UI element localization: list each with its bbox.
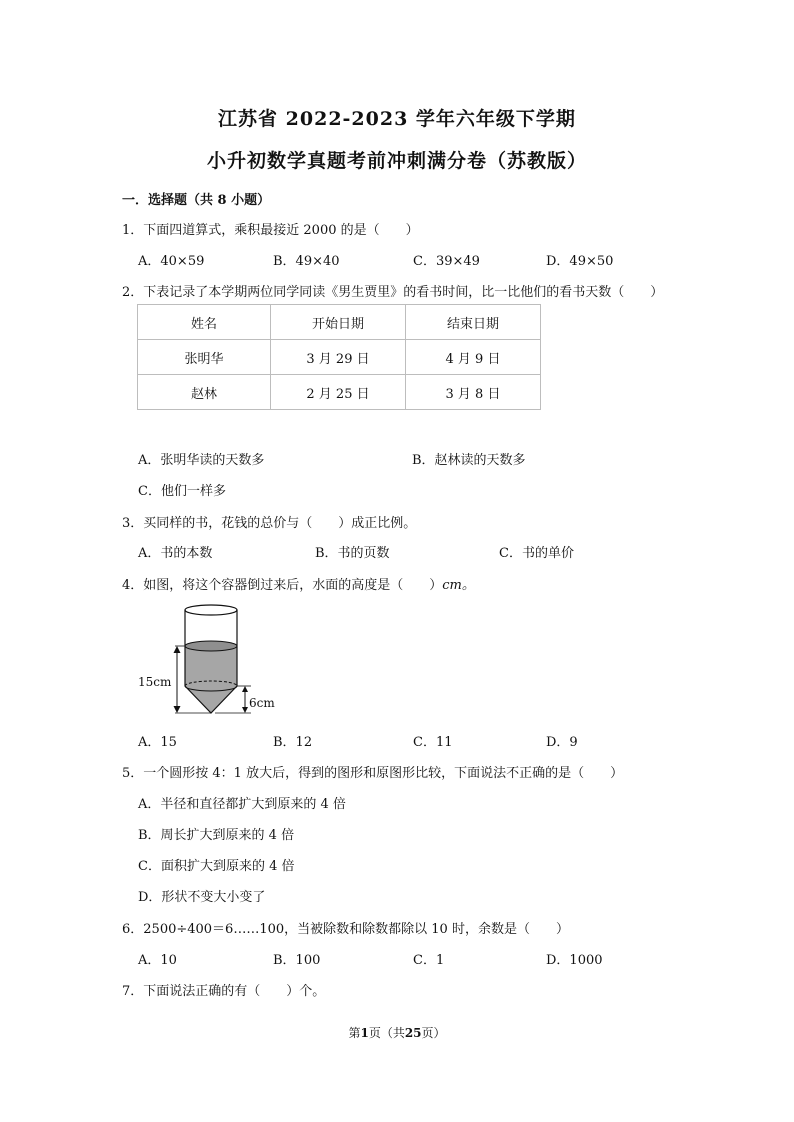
- q6-option-d: D．1000: [546, 953, 603, 968]
- page-footer: [0, 1024, 794, 1041]
- question-3: 3．买同样的书，花钱的总价与（ ）成正比例。: [122, 516, 417, 531]
- q2-option-c: C．他们一样多: [138, 484, 226, 499]
- table-header-cell: 结束日期: [406, 305, 541, 340]
- q3-option-b: B．书的页数: [315, 546, 390, 561]
- q4-option-a: A．15: [138, 735, 177, 750]
- table-header-cell: 姓名: [138, 305, 271, 340]
- question-1: 1．下面四道算式，乘积最接近 2000 的是（ ）: [122, 223, 419, 238]
- question-2: 2．下表记录了本学期两位同学同读《男生贾里》的看书时间，比一比他们的看书天数（ ）: [122, 285, 664, 300]
- q5-option-d: D．形状不变大小变了: [138, 890, 266, 905]
- footer-prefix: 第: [348, 1026, 361, 1040]
- table-cell: 2 月 25 日: [271, 375, 406, 410]
- table-cell: 3 月 8 日: [406, 375, 541, 410]
- table-cell: 3 月 29 日: [271, 340, 406, 375]
- table-row: [138, 340, 541, 375]
- table-cell: 张明华: [138, 340, 271, 375]
- section-heading: 一．选择题（共 8 小题）: [122, 193, 271, 208]
- reading-table: [137, 304, 541, 410]
- cylinder-top: [185, 605, 237, 615]
- table-cell: 4 月 9 日: [406, 340, 541, 375]
- q1-option-c: C．39×49: [413, 254, 480, 269]
- q6-option-a: A．10: [138, 953, 177, 968]
- q5-option-b: B．周长扩大到原来的 4 倍: [138, 828, 295, 843]
- footer-suffix: 页）: [421, 1026, 446, 1040]
- table-header-cell: 开始日期: [271, 305, 406, 340]
- q2-option-b: B．赵林读的天数多: [412, 453, 526, 468]
- q4-option-d: D．9: [546, 735, 578, 750]
- question-5: 5．一个圆形按 4：1 放大后，得到的图形和原图形比较，下面说法不正确的是（ ）: [122, 766, 624, 781]
- title-line-2: 小升初数学真题考前冲刺满分卷（苏教版）: [206, 150, 587, 172]
- table-header-row: [138, 305, 541, 340]
- q1-option-a: A．40×59: [138, 254, 205, 269]
- water-fill: [185, 646, 237, 713]
- footer-total-pages: 25: [404, 1026, 422, 1040]
- q3-option-a: A．书的本数: [138, 546, 213, 561]
- q5-option-c: C．面积扩大到原来的 4 倍: [138, 859, 295, 874]
- q1-option-d: D．49×50: [546, 254, 614, 269]
- footer-mid: 页（共: [368, 1026, 405, 1040]
- question-4-unit: cm。: [442, 578, 475, 593]
- table-cell: 赵林: [138, 375, 271, 410]
- label-15cm: 15cm: [138, 675, 172, 689]
- question-4-text: 4．如图，将这个容器倒过来后，水面的高度是（ ）: [122, 578, 443, 593]
- q1-option-b: B．49×40: [273, 254, 340, 269]
- footer-page-number: 1: [360, 1026, 369, 1040]
- q3-option-c: C．书的单价: [499, 546, 574, 561]
- q6-option-c: C．1: [413, 953, 445, 968]
- water-surface: [185, 641, 237, 651]
- container-figure: [135, 600, 295, 725]
- table-row: [138, 375, 541, 410]
- question-6: 6．2500÷400＝6……100，当被除数和除数都除以 10 时，余数是（ ）: [122, 922, 569, 937]
- title-line-1: 江苏省 2022-2023 学年六年级下学期: [218, 108, 576, 130]
- q4-option-c: C．11: [413, 735, 453, 750]
- question-4: [122, 574, 475, 593]
- label-6cm: 6cm: [249, 696, 275, 710]
- q6-option-b: B．100: [273, 953, 321, 968]
- q4-option-b: B．12: [273, 735, 313, 750]
- q2-option-a: A．张明华读的天数多: [138, 453, 265, 468]
- question-7: 7．下面说法正确的有（ ）个。: [122, 984, 326, 999]
- q5-option-a: A．半径和直径都扩大到原来的 4 倍: [138, 797, 346, 812]
